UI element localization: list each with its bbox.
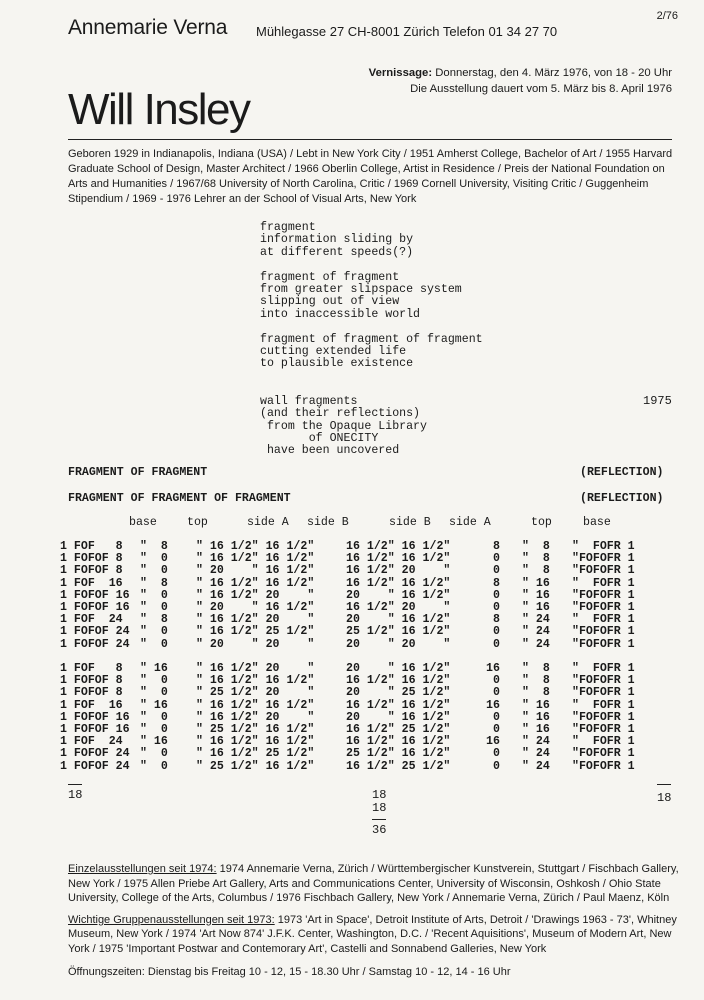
table-cell: 16 1/2" 16 1/2" — [346, 540, 451, 553]
table-cell: "FOFOFR 1 — [572, 759, 635, 773]
gallery-name: Annemarie Verna — [68, 16, 228, 39]
artist-bio: Geboren 1929 in Indianapolis, Indiana (USA) / Lebt in New York City / 1951 Amherst College, Bachelor of Art / 1955 Harvard Graduate School of Design, Master Architect / 1966 Oberlin College, Artist in Residence / Preis der National Foundation on Arts and Humanities / 1967/68 University of North Carolina, Critic / 1969 Cornell University, Visiting Critic / Guggenheim Stipendium / 1969 - 1976 Lehrer an der School of Visual Arts, New York — [68, 148, 673, 205]
table-row — [60, 748, 652, 760]
table-cell: 16 — [486, 735, 500, 749]
table-cell: 16 1/2" 20 " — [346, 564, 451, 578]
table-cell: " 16 1/2" 16 1/2" — [196, 552, 315, 566]
table-cell: " FOFR 1 — [572, 735, 635, 749]
sum-middle-a: 18 — [372, 788, 387, 802]
table-cell: 16 1/2" 25 1/2" — [346, 759, 451, 773]
table-cell: " 16 1/2" 16 1/2" — [196, 674, 315, 688]
table-row — [60, 565, 652, 577]
table-cell: " 20 " 16 1/2" — [196, 601, 315, 615]
table-cell: " 0 — [140, 710, 168, 724]
table-cell: " 0 — [140, 723, 168, 737]
table-cell: " 0 — [140, 759, 168, 773]
table-cell: " 8 — [522, 686, 550, 700]
table-row — [60, 687, 652, 699]
vernissage-date — [369, 67, 672, 79]
table-cell: " 16 — [522, 723, 550, 737]
table-cell: "FOFOFR 1 — [572, 747, 635, 761]
column-header: side B — [307, 516, 349, 529]
table-cell: 1 FOFOF 8 — [60, 552, 123, 566]
table-row — [60, 626, 652, 638]
sum-rule-right — [657, 784, 671, 785]
table-cell: 1 FOF 24 — [60, 613, 123, 627]
table-cell: " 16 1/2" 20 " — [196, 710, 315, 724]
table-cell: " 8 — [522, 564, 550, 578]
table-cell: 0 — [486, 564, 500, 578]
table-cell: 20 " 16 1/2" — [346, 710, 451, 724]
table-cell: " 8 — [140, 576, 168, 590]
table-cell: " 0 — [140, 637, 168, 651]
table-cell: " FOFR 1 — [572, 698, 635, 712]
table-cell: 16 1/2" 16 1/2" — [346, 674, 451, 688]
table-cell: 0 — [486, 588, 500, 602]
table-cell: " 24 — [522, 735, 550, 749]
table-cell: " 24 — [522, 637, 550, 651]
table-cell: 8 — [486, 576, 500, 590]
table-heading-reflection-2: (REFLECTION) — [580, 492, 664, 505]
table-cell: 16 1/2" 20 " — [346, 601, 451, 615]
table-cell: " 20 " 20 " — [196, 637, 315, 651]
table-cell: 1 FOFOF 16 — [60, 723, 130, 737]
table-cell: 0 — [486, 637, 500, 651]
table-cell: " 16 1/2" 16 1/2" — [196, 735, 315, 749]
table-cell: " 8 — [522, 540, 550, 553]
table-cell: " 24 — [522, 625, 550, 639]
table-cell: " 16 — [522, 601, 550, 615]
table-cell: "FOFOFR 1 — [572, 588, 635, 602]
table-cell: 0 — [486, 723, 500, 737]
table-cell: " 0 — [140, 625, 168, 639]
table-cell: " 16 1/2" 20 " — [196, 588, 315, 602]
table-cell: 0 — [486, 710, 500, 724]
table-heading-fragment: FRAGMENT OF FRAGMENT — [68, 466, 208, 479]
table-cell: "FOFOFR 1 — [572, 710, 635, 724]
solo-exhibitions-text: 1974 Annemarie Verna, Zürich / Württembergischer Kunstverein, Stuttgart / Fischbach Gallery, New York / 1975 Allen Priebe Art Gallery, Arts and Communications Center, University of Wisconsin, Oshkosh / Ohio State University, College of the Arts, Columbus / 1976 Fischbach Gallery, New York / Annemarie Verna, Zürich / Paul Maenz, Köln — [68, 863, 679, 904]
table-cell: 8 — [486, 540, 500, 553]
table-cell: " 16 1/2" 25 1/2" — [196, 625, 315, 639]
table-cell: "FOFOFR 1 — [572, 686, 635, 700]
table-cell: " FOFR 1 — [572, 540, 635, 553]
table-row — [60, 761, 652, 773]
table-heading-reflection-1: (REFLECTION) — [580, 466, 664, 479]
table-cell: " 20 " 16 1/2" — [196, 564, 315, 578]
column-header: top — [531, 516, 552, 529]
table-cell: " 25 1/2" 20 " — [196, 686, 315, 700]
table-cell: 20 " 25 1/2" — [346, 686, 451, 700]
table-cell: " 0 — [140, 552, 168, 566]
table-cell: 1 FOFOF 24 — [60, 759, 130, 773]
table-cell: 16 1/2" 16 1/2" — [346, 735, 451, 749]
column-header: side A — [247, 516, 289, 529]
table-cell: 1 FOFOF 24 — [60, 637, 130, 651]
solo-exhibitions-label: Einzelausstellungen seit 1974: — [68, 863, 217, 875]
table-cell: " 24 — [522, 747, 550, 761]
table-cell: 1 FOFOF 24 — [60, 625, 130, 639]
table-cell: 0 — [486, 601, 500, 615]
poem-year: 1975 — [643, 394, 672, 408]
table-cell: " 25 1/2" 16 1/2" — [196, 723, 315, 737]
table-cell: 20 " 16 1/2" — [346, 613, 451, 627]
solo-exhibitions — [68, 862, 688, 906]
table-cell: 16 — [486, 662, 500, 675]
table-cell: "FOFOFR 1 — [572, 674, 635, 688]
table-cell: 25 1/2" 16 1/2" — [346, 625, 451, 639]
table-row — [60, 700, 652, 712]
table-cell: 0 — [486, 625, 500, 639]
table-cell: 20 " 16 1/2" — [346, 662, 451, 675]
sum-middle-b: 18 — [372, 801, 387, 815]
table-cell: " 24 — [522, 613, 550, 627]
table-cell: 16 1/2" 25 1/2" — [346, 723, 451, 737]
group-exhibitions-label: Wichtige Gruppenausstellungen seit 1973: — [68, 913, 275, 926]
table-cell: 0 — [486, 686, 500, 700]
sum-right: 18 — [657, 791, 672, 805]
dimensions-table-group-1 — [60, 541, 652, 651]
table-cell: " 16 1/2" 16 1/2" — [196, 540, 315, 553]
table-cell: 1 FOFOF 8 — [60, 564, 123, 578]
table-cell: " 0 — [140, 674, 168, 688]
table-cell: "FOFOFR 1 — [572, 564, 635, 578]
column-header: top — [187, 516, 208, 529]
column-header: base — [583, 516, 611, 529]
table-row — [60, 578, 652, 590]
table-cell: 20 " 16 1/2" — [346, 588, 451, 602]
gallery-address: Mühlegasse 27 CH-8001 Zürich Telefon 01 34 27 70 — [256, 24, 558, 39]
table-cell: " 0 — [140, 747, 168, 761]
exhibition-history — [68, 862, 688, 963]
table-cell: " 24 — [522, 759, 550, 773]
column-header: base — [129, 516, 157, 529]
page-number: 2/76 — [656, 10, 678, 22]
table-cell: 20 " 20 " — [346, 637, 451, 651]
table-cell: " FOFR 1 — [572, 613, 635, 627]
table-cell: "FOFOFR 1 — [572, 625, 635, 639]
table-cell: " 8 — [522, 674, 550, 688]
table-cell: " FOFR 1 — [572, 576, 635, 590]
table-cell: " 8 — [522, 552, 550, 566]
table-cell: "FOFOFR 1 — [572, 637, 635, 651]
table-cell: " 16 — [522, 576, 550, 590]
table-cell: "FOFOFR 1 — [572, 723, 635, 737]
sum-left: 18 — [68, 788, 83, 802]
table-row — [60, 639, 652, 651]
table-cell: " 16 — [140, 662, 168, 675]
table-cell: " 8 — [522, 662, 550, 675]
table-cell: "FOFOFR 1 — [572, 601, 635, 615]
column-header: side B — [389, 516, 431, 529]
table-cell: " 16 1/2" 25 1/2" — [196, 747, 315, 761]
group-exhibitions — [68, 913, 688, 957]
vernissage-date-text: Donnerstag, den 4. März 1976, von 18 - 20 Uhr — [435, 67, 672, 79]
sum-rule-middle — [372, 819, 386, 820]
table-cell: " 16 — [140, 698, 168, 712]
vernissage-label: Vernissage: — [368, 67, 433, 79]
dimensions-table-group-2 — [60, 663, 652, 773]
table-cell: " 16 1/2" 16 1/2" — [196, 698, 315, 712]
table-cell: 16 1/2" 16 1/2" — [346, 552, 451, 566]
sum-total: 36 — [372, 823, 387, 837]
artist-name: Will Insley — [68, 85, 250, 134]
table-cell: " 8 — [140, 540, 168, 553]
table-cell: 0 — [486, 552, 500, 566]
table-cell: 1 FOFOF 16 — [60, 710, 130, 724]
table-cell: 1 FOFOF 16 — [60, 588, 130, 602]
table-cell: " 0 — [140, 686, 168, 700]
table-cell: 1 FOF 8 — [60, 540, 123, 553]
table-cell: " 16 — [522, 710, 550, 724]
table-cell: " 16 — [522, 698, 550, 712]
table-cell: " 16 1/2" 16 1/2" — [196, 576, 315, 590]
table-cell: " 0 — [140, 564, 168, 578]
table-cell: 0 — [486, 674, 500, 688]
table-cell: " 8 — [140, 613, 168, 627]
table-cell: 25 1/2" 16 1/2" — [346, 747, 451, 761]
table-cell: 1 FOFOF 8 — [60, 686, 123, 700]
table-cell: "FOFOFR 1 — [572, 552, 635, 566]
table-cell: " 16 1/2" 20 " — [196, 613, 315, 627]
table-cell: " 0 — [140, 588, 168, 602]
table-cell: 16 — [486, 698, 500, 712]
table-cell: 1 FOF 8 — [60, 662, 123, 675]
table-cell: 0 — [486, 747, 500, 761]
exhibition-duration: Die Ausstellung dauert vom 5. März bis 8. April 1976 — [410, 83, 672, 95]
table-cell: " 16 1/2" 20 " — [196, 662, 315, 675]
table-cell: 1 FOF 16 — [60, 576, 123, 590]
poem-text: fragment information sliding by at different speeds(?) fragment of fragment from greater slipspace system slipping out of view into inaccessible world fragment of fragment of fragment cutting extended life to plausible existence wall fragments (and their reflections) from the Opaque Library of ONECITY have been uncovered — [260, 221, 483, 458]
table-heading-fragment-of-fragment: FRAGMENT OF FRAGMENT OF FRAGMENT — [68, 492, 291, 505]
table-cell: 1 FOFOF 24 — [60, 747, 130, 761]
table-cell: 1 FOF 16 — [60, 698, 123, 712]
table-cell: 16 1/2" 16 1/2" — [346, 576, 451, 590]
table-cell: 16 1/2" 16 1/2" — [346, 698, 451, 712]
title-rule — [68, 139, 672, 140]
table-cell: 8 — [486, 613, 500, 627]
table-cell: 0 — [486, 759, 500, 773]
table-cell: 1 FOF 24 — [60, 735, 123, 749]
group-exhibitions-text: 1973 'Art in Space', Detroit Institute of Arts, Detroit / 'Drawings 1963 - 73', Whitney Museum, New York / 1974 'Art Now 874' J.F.K. Center, Washington, D.C. / 'Recent Aquisitions', Museum of Modern Art, New York / 1975 'Important Postwar and Contemorary Art', Castelli and Sonnabend Galleries, New York — [68, 913, 677, 955]
table-cell: " 16 — [140, 735, 168, 749]
table-cell: " 25 1/2" 16 1/2" — [196, 759, 315, 773]
table-cell: " FOFR 1 — [572, 662, 635, 675]
table-cell: " 16 — [522, 588, 550, 602]
column-header: side A — [449, 516, 491, 529]
table-cell: " 0 — [140, 601, 168, 615]
opening-hours: Öffnungszeiten: Dienstag bis Freitag 10 - 12, 15 - 18.30 Uhr / Samstag 10 - 12, 14 - 16 Uhr — [68, 966, 511, 978]
table-cell: 1 FOFOF 16 — [60, 601, 130, 615]
sum-rule-left — [68, 784, 82, 785]
table-cell: 1 FOFOF 8 — [60, 674, 123, 688]
